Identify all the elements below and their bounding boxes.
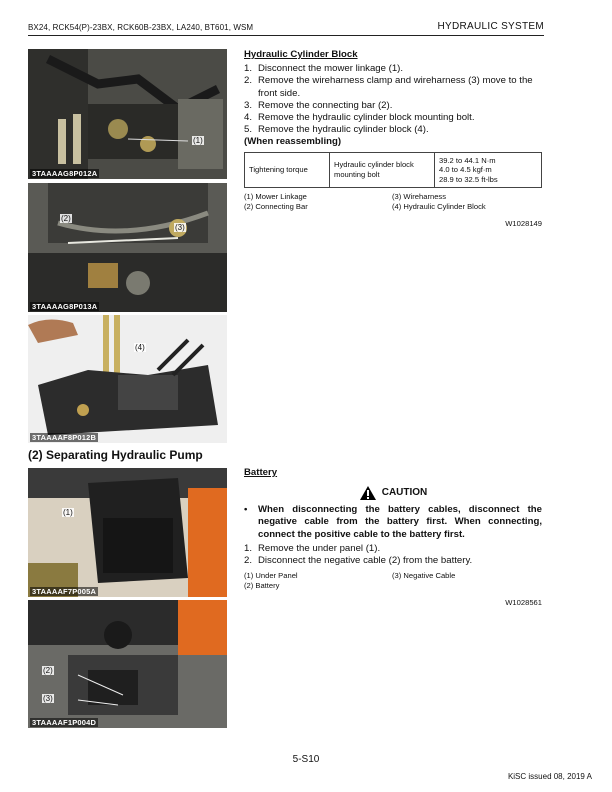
legend-item: (2) Battery <box>244 581 280 591</box>
cylinder-block-section <box>244 49 542 230</box>
torque-value-kgf: 4.0 to 4.5 kgf·m <box>439 165 492 175</box>
reassembling-heading: (When reassembling) <box>244 136 342 148</box>
battery-section <box>244 467 542 609</box>
photo-code: 3TAAAAF1P004D <box>32 718 97 727</box>
header-models: BX24, RCK54(P)-23BX, RCK60B-23BX, LA240, BT601, WSM <box>28 23 254 32</box>
step-number: 3. <box>244 99 253 111</box>
photo-under-panel <box>28 468 227 597</box>
photo-2-illustration <box>28 183 227 312</box>
callout-3: (3) <box>175 223 185 232</box>
battery-steps <box>244 543 542 567</box>
section-heading: (2) Separating Hydraulic Pump <box>28 448 203 462</box>
caution-text: When disconnecting the battery cables, disconnect the negative cable from the battery first. When connecting, connect the positive cable to the battery first. <box>258 504 542 540</box>
photo-battery <box>28 600 227 728</box>
photo-5-illustration <box>28 600 227 728</box>
header-rule <box>28 35 544 36</box>
callout-3: (3) <box>43 694 53 703</box>
legend-item <box>392 581 542 591</box>
issue-note: KiSC issued 08, 2019 A <box>507 772 592 781</box>
photo-code: 3TAAAAF7P005A <box>32 587 97 596</box>
photo-1-illustration <box>28 49 227 179</box>
step-item <box>244 100 542 112</box>
photo-connecting-bar <box>28 183 227 312</box>
callout-2: (2) <box>43 666 53 675</box>
photo-cylinder-block <box>28 315 227 443</box>
photo-mower-linkage <box>28 49 227 179</box>
cylinder-block-legend <box>244 192 542 212</box>
torque-item: Hydraulic cylinder block mounting bolt <box>330 152 435 188</box>
step-number: 2. <box>244 555 253 567</box>
step-item <box>244 555 542 567</box>
legend-item: (3) Negative Cable <box>392 571 456 581</box>
bullet-mark: • <box>244 504 248 516</box>
step-item <box>244 63 542 75</box>
step-number: 1. <box>244 542 253 554</box>
torque-value-nm: 39.2 to 44.1 N·m <box>439 155 496 165</box>
step-number: 4. <box>244 112 253 124</box>
step-item <box>244 75 542 99</box>
legend-item: (3) Wireharness <box>392 192 447 202</box>
step-number: 2. <box>244 75 253 87</box>
step-text: Disconnect the negative cable (2) from the battery. <box>258 555 473 567</box>
step-text: Remove the hydraulic cylinder block (4). <box>258 124 429 136</box>
step-text: Disconnect the mower linkage (1). <box>258 63 404 75</box>
photo-code: 3TAAAAG8P012A <box>32 169 98 178</box>
legend-item: (2) Connecting Bar <box>244 202 308 212</box>
callout-4: (4) <box>135 343 145 352</box>
step-number: 1. <box>244 63 253 75</box>
work-code: W1028149 <box>505 219 542 229</box>
step-item <box>244 543 542 555</box>
step-text: Remove the wireharness clamp and wireharness (3) move to the front side. <box>258 75 533 99</box>
step-item <box>244 124 542 136</box>
step-text: Remove the under panel (1). <box>258 542 381 554</box>
legend-item: (4) Hydraulic Cylinder Block <box>392 202 486 212</box>
caution-heading <box>244 485 542 501</box>
cylinder-block-title: Hydraulic Cylinder Block <box>244 49 358 60</box>
photo-4-illustration <box>28 468 227 597</box>
torque-label: Tightening torque <box>245 152 330 188</box>
header-section-title: HYDRAULIC SYSTEM <box>437 21 544 32</box>
torque-value-ftlbs: 28.9 to 32.5 ft-lbs <box>439 174 498 184</box>
battery-title: Battery <box>244 467 278 478</box>
work-code: W1028561 <box>505 598 542 608</box>
step-number: 5. <box>244 124 253 136</box>
callout-1: (1) <box>63 508 73 517</box>
photo-code: 3TAAAAG8P013A <box>32 302 98 311</box>
callout-1: (1) <box>193 136 203 145</box>
cylinder-block-steps <box>244 63 542 136</box>
caution-label: CAUTION <box>381 487 428 499</box>
page-number: 5-S10 <box>292 754 320 765</box>
torque-table <box>244 152 542 189</box>
step-text: Remove the hydraulic cylinder block mounting bolt. <box>258 112 475 124</box>
torque-values <box>435 152 542 188</box>
step-text: Remove the connecting bar (2). <box>258 99 393 111</box>
legend-item: (1) Under Panel <box>244 571 298 581</box>
caution-bullet <box>244 504 542 541</box>
battery-legend <box>244 571 542 591</box>
warning-triangle-icon <box>359 485 377 501</box>
photo-code: 3TAAAAF8P012B <box>32 433 97 442</box>
legend-item: (1) Mower Linkage <box>244 192 307 202</box>
step-item <box>244 112 542 124</box>
photo-3-illustration <box>28 315 227 443</box>
callout-2: (2) <box>61 214 71 223</box>
